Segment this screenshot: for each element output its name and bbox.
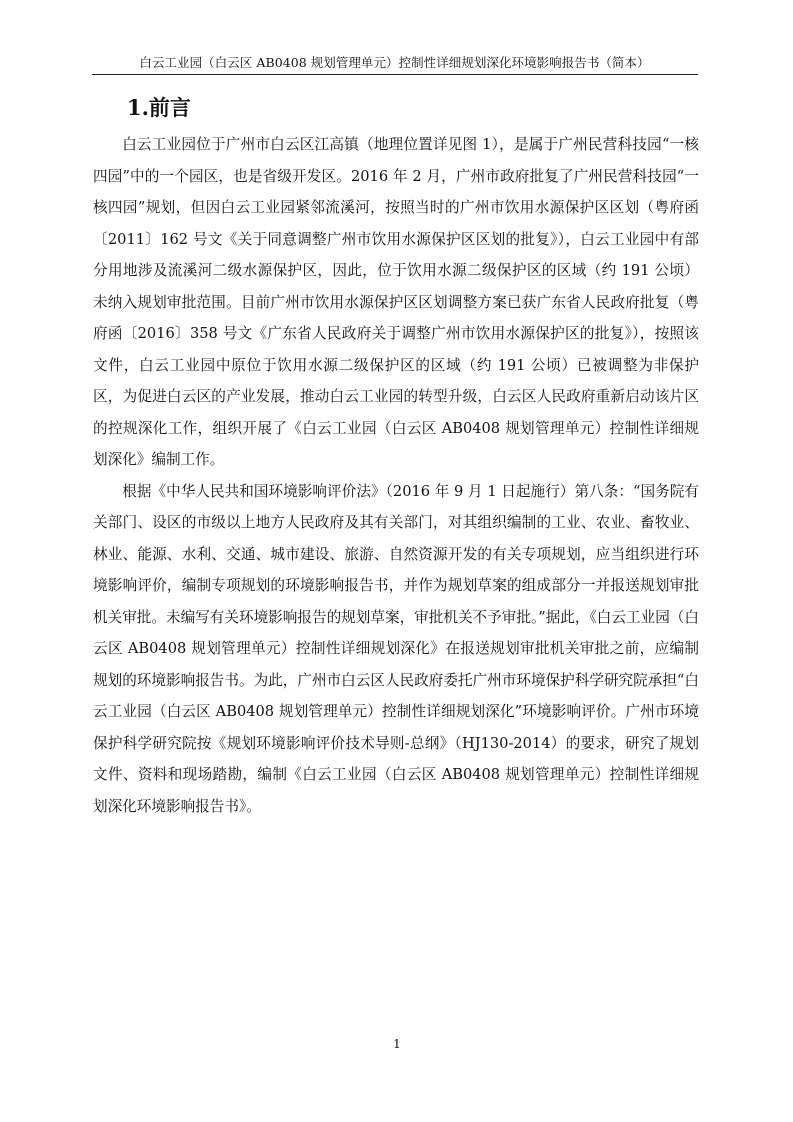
running-header: 白云工业园（白云区 AB0408 规划管理单元）控制性详细规划深化环境影响报告书（简本） (139, 55, 650, 70)
paragraph-intro: 白云工业园位于广州市白云区江高镇（地理位置详见图 1），是属于广州民营科技园“一核四园”中的一个园区，也是省级开发区。2016 年 2 月，广州市政府批复了广州民营科技园“一核四园”规划，但因白云工业园紧邻流溪河，按照当时的广州市饮用水源保护区区划（粤府函〔2011〕162 号文《关于同意调整广州市饮用水源保护区区划的批复》），白云工业园中有部分用地涉及流溪河二级水源保护区，因此，位于饮用水源二级保护区的区域（约 191 公顷）未纳入规划审批范围。目前广州市饮用水源保护区区划调整方案已获广东省人民政府批复（粤府函〔2016〕358 号文《广东省人民政府关于调整广州市饮用水源保护区的批复》），按照该文件，白云工业园中原位于饮用水源二级保护区的区域（约 191 公顷）已被调整为非保护区，为促进白云区的产业发展，推动白云工业园的转型升级，白云区人民政府重新启动该片区的控规深化工作，组织开展了《白云工业园（白云区 AB0408 规划管理单元）控制性详细规划深化》编制工作。 (93, 136, 699, 468)
body-text (93, 129, 699, 822)
page-number: 1 (393, 1037, 401, 1051)
paragraph-legal-basis: 根据《中华人民共和国环境影响评价法》（2016 年 9 月 1 日起施行）第八条：“国务院有关部门、设区的市级以上地方人民政府及其有关部门，对其组织编制的工业、农业、畜牧业、林业、能源、水利、交通、城市建设、旅游、自然资源开发的有关专项规划，应当组织进行环境影响评价，编制专项规划的环境影响报告书，并作为规划草案的组成部分一并报送规划审批机关审批。未编写有关环境影响报告的规划草案，审批机关不予审批。”据此，《白云工业园（白云区 AB0408 规划管理单元）控制性详细规划深化》在报送规划审批机关审批之前，应编制规划的环境影响报告书。为此，广州市白云区人民政府委托广州市环境保护科学研究院承担“白云工业园（白云区 AB0408 规划管理单元）控制性详细规划深化”环境影响评价。广州市环境保护科学研究院按《规划环境影响评价技术导则-总纲》（HJ130-2014）的要求，研究了规划文件、资料和现场踏勘，编制《白云工业园（白云区 AB0408 规划管理单元）控制性详细规划深化环境影响报告书》。 (93, 482, 699, 815)
header-divider (92, 74, 698, 75)
section-title: 1.前言 (127, 95, 191, 120)
